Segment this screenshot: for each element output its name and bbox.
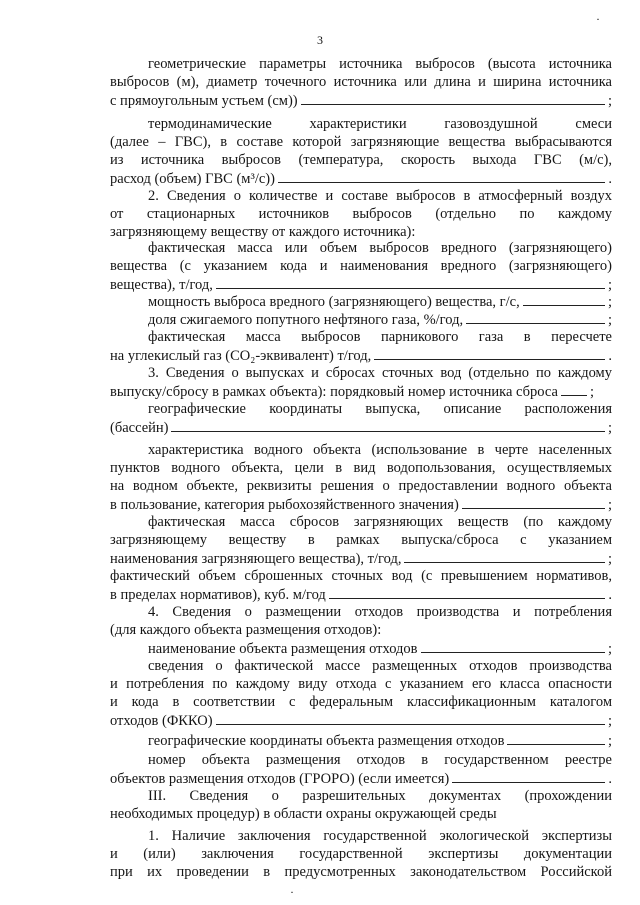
blank-field (301, 92, 605, 105)
blank-field (466, 311, 605, 324)
text-line: загрязняющему веществу в рамках выпуска/сброса с указанием (110, 532, 612, 548)
text-line-with-blank: вещества), т/год, ; (110, 277, 612, 293)
text-line: 3. Сведения о выпусках и сбросах сточных вод (отдельно по каждому (148, 365, 612, 381)
text-line-with-blank: (бассейн) ; (110, 420, 612, 436)
text-line-with-blank: доля сжигаемого попутного нефтяного газа, %/год, ; (148, 312, 612, 328)
text-line: при их проведении в предусмотренных законодательством Российской (110, 864, 612, 880)
text-line: выбросов (м), диаметр точечного источника или длина и ширина источника (110, 74, 612, 90)
page-number: 3 (317, 33, 323, 47)
text-line-with-blank: мощность выброса вредного (загрязняющего) вещества, г/с, ; (148, 294, 612, 310)
text-line: загрязняющему веществу от каждого источника): (110, 224, 416, 240)
text-line-with-blank: объектов размещения отходов (ГРОРО) (если имеется) . (110, 771, 612, 787)
text-line: (далее – ГВС), в составе которой загрязняющие вещества выбрасываются (110, 134, 612, 150)
scan-speck: · (596, 12, 600, 26)
blank-field (329, 586, 606, 599)
text-line-with-blank: выпуску/сбросу в рамках объекта): порядковый номер источника сброса ; (110, 384, 594, 400)
text-line-with-blank: географические координаты объекта размещения отходов ; (148, 733, 612, 749)
blank-field (561, 383, 587, 396)
text-line: и (или) заключения государственной экспертизы документации (110, 846, 612, 862)
text-line: фактическая масса сбросов загрязняющих веществ (по каждому (148, 514, 612, 530)
scan-speck: · (290, 885, 294, 899)
blank-field (171, 419, 604, 432)
text-line-with-blank: в пределах нормативов), куб. м/год . (110, 587, 612, 603)
blank-field (404, 550, 605, 563)
section-heading: III. Сведения о разрешительных документах (прохождении (148, 788, 612, 804)
text-line: 4. Сведения о размещении отходов производства и потребления (148, 604, 612, 620)
text-line: фактический объем сброшенных сточных вод (с превышением нормативов, (110, 568, 612, 584)
text-line: вещества (с указанием кода и наименования вредного (загрязняющего) (110, 258, 612, 274)
blank-field (421, 640, 605, 653)
text-line: пунктов водного объекта, цели в вид водопользования, осуществляемых (110, 460, 612, 476)
text-line: геометрические параметры источника выбросов (высота источника (148, 56, 612, 72)
text-line: и потребления по каждому виду отхода с указанием его класса опасности (110, 676, 612, 692)
text-line: из источника выбросов (температура, скорость выхода ГВС (м/с), (110, 152, 612, 168)
text-line-with-blank: наименования загрязняющего вещества), т/год, ; (110, 551, 612, 567)
text-line-with-blank: расход (объем) ГВС (м³/с)) . (110, 171, 612, 187)
blank-field (462, 496, 605, 509)
text-line: номер объекта размещения отходов в государственном реестре (148, 752, 612, 768)
text-line-with-blank: наименование объекта размещения отходов ; (148, 641, 612, 657)
text-line-with-blank: с прямоугольным устьем (см)) ; (110, 93, 612, 109)
blank-field (523, 293, 605, 306)
text-line: 1. Наличие заключения государственной экологической экспертизы (148, 828, 612, 844)
blank-field (374, 347, 605, 360)
text-line: на водном объекте, реквизиты решения о предоставлении водного объекта (110, 478, 612, 494)
text-line: фактическая масса или объем выбросов вредного (загрязняющего) (148, 240, 612, 256)
text-line-with-blank: в пользование, категория рыбохозяйственного значения) ; (110, 497, 612, 513)
text-line: фактическая масса выбросов парникового газа в пересчете (148, 329, 612, 345)
text-line: от стационарных источников выбросов (отдельно по каждому (110, 206, 612, 222)
blank-field (452, 770, 605, 783)
blank-field (278, 170, 605, 183)
text-line: географические координаты выпуска, описание расположения (148, 401, 612, 417)
text-line: сведения о фактической массе размещенных отходов производства (148, 658, 612, 674)
section-heading: необходимых процедур) в области охраны окружающей среды (110, 806, 497, 822)
text-line-with-blank: на углекислый газ (CO₂-эквивалент) т/год, . (110, 348, 612, 364)
blank-field (216, 276, 605, 289)
text-line: и кода в соответствии с федеральным классификационным каталогом (110, 694, 612, 710)
blank-field (507, 732, 605, 745)
text-line: (для каждого объекта размещения отходов): (110, 622, 382, 638)
text-line: характеристика водного объекта (использование в черте населенных (148, 442, 612, 458)
text-line: 2. Сведения о количестве и составе выбросов в атмосферный воздух (148, 188, 612, 204)
blank-field (216, 712, 605, 725)
text-line-with-blank: отходов (ФККО) ; (110, 713, 612, 729)
text-line: термодинамические характеристики газовоздушной смеси (148, 116, 612, 132)
